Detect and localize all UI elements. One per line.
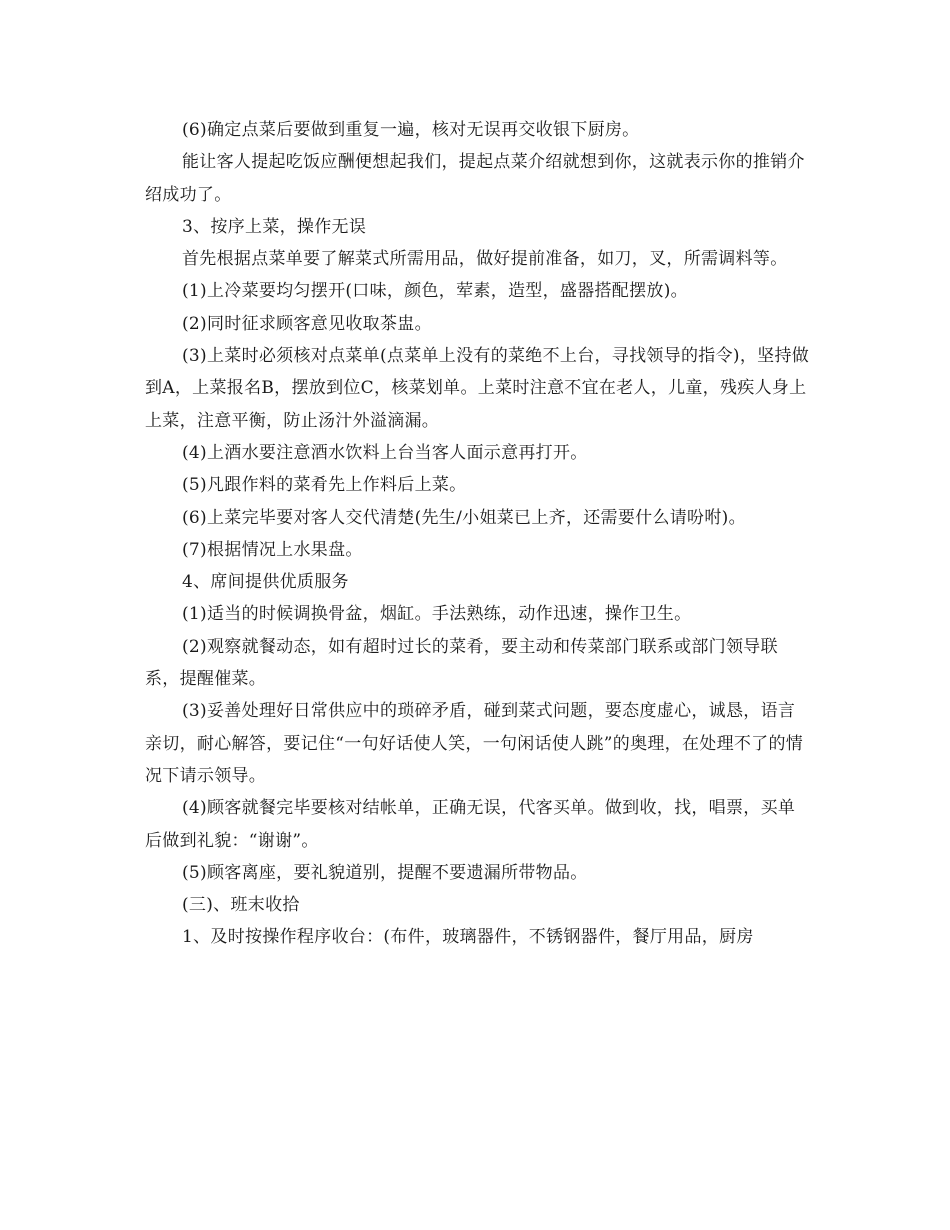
list-item: (5)凡跟作料的菜肴先上作料后上菜。 [182, 475, 467, 496]
paragraph: 首先根据点菜单要了解菜式所需用品，做好提前准备，如刀，叉，所需调料等。 [182, 249, 788, 270]
paragraph: 能让客人提起吃饭应酬便想起我们，提起点菜介绍就想到你，这就表示你的推销介绍成功了。 [145, 152, 805, 205]
section-heading: 4、席间提供优质服务 [182, 572, 349, 593]
list-item: (4)顾客就餐完毕要核对结帐单，正确无误，代客买单。做到收，找，唱票，买单后做到礼貌：“谢谢”。 [145, 798, 796, 851]
list-item: (7)根据情况上水果盘。 [182, 539, 363, 560]
document-body [145, 114, 810, 954]
list-item: (3)妥善处理好日常供应中的琐碎矛盾，碰到菜式问题，要态度虚心，诚恳，语言亲切，耐心解答，要记住“一句好话使人笑，一句闲话使人跳”的奥理，在处理不了的情况下请示领导。 [145, 701, 804, 786]
list-item: (6)上菜完毕要对客人交代清楚(先生/小姐菜已上齐，还需要什么请吩咐)。 [182, 507, 746, 528]
list-item: (4)上酒水要注意酒水饮料上台当客人面示意再打开。 [182, 442, 588, 463]
list-item: (2)同时征求顾客意见收取茶盅。 [182, 313, 432, 334]
paragraph: (6)确定点菜后要做到重复一遍，核对无误再交收银下厨房。 [182, 120, 640, 140]
list-item: (1)适当的时候调换骨盆，烟缸。手法熟练，动作迅速，操作卫生。 [182, 604, 692, 625]
section-heading: 3、按序上菜，操作无误 [182, 216, 367, 237]
list-item: (2)观察就餐动态，如有超时过长的菜肴，要主动和传菜部门联系或部门领导联系，提醒催菜。 [145, 636, 778, 690]
section-heading: (三)、班末收拾 [182, 895, 300, 916]
list-item: (1)上冷菜要均匀摆开(口味，颜色，荤素，造型，盛器搭配摆放)。 [182, 281, 688, 302]
list-item: 1、及时按操作程序收台：(布件，玻璃器件，不锈钢器件，餐厅用品，厨房 [182, 927, 754, 948]
list-item: (3)上菜时必须核对点菜单(点菜单上没有的菜绝不上台，寻找领导的指令)，坚持做到A，上菜报名B，摆放到位C，核菜划单。上菜时注意不宜在老人，儿童，残疾人身上上菜，注意平衡，防止汤汁外溢滴漏。 [145, 346, 810, 431]
list-item: (5)顾客离座，要礼貌道别，提醒不要遗漏所带物品。 [182, 862, 588, 883]
